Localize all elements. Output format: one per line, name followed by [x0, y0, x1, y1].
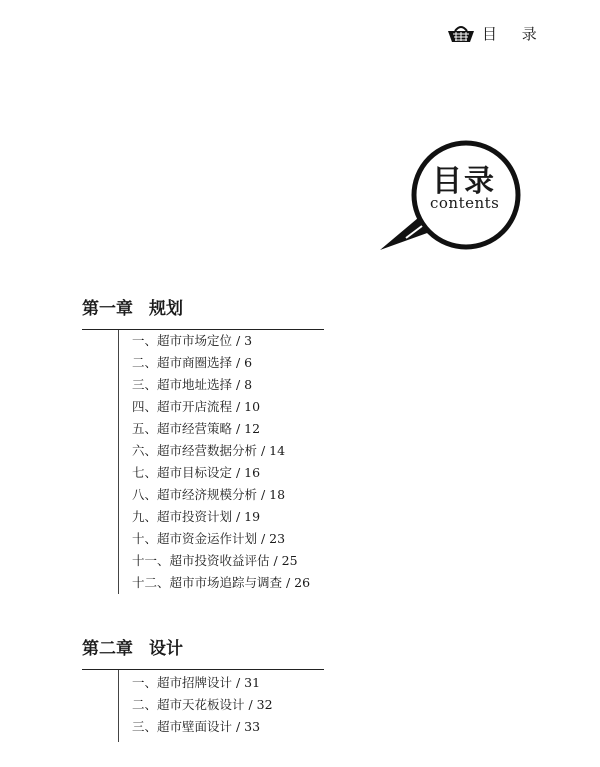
- chapter-side-line: [118, 670, 119, 742]
- chapter-number: 第二章: [82, 639, 133, 659]
- toc-list: [132, 672, 273, 738]
- toc-item[interactable]: 四、超市开店流程 / 10: [132, 399, 261, 414]
- toc-item[interactable]: 八、超市经济规模分析 / 18: [132, 487, 286, 502]
- toc-item[interactable]: 三、超市壁面设计 / 33: [132, 719, 261, 734]
- toc-item[interactable]: 十一、超市投资收益评估 / 25: [132, 553, 298, 568]
- toc-item[interactable]: 十二、超市市场追踪与调查 / 26: [132, 575, 311, 590]
- toc-item[interactable]: 十、超市资金运作计划 / 23: [132, 531, 286, 546]
- toc-item[interactable]: 六、超市经营数据分析 / 14: [132, 443, 286, 458]
- toc-item[interactable]: 一、超市招牌设计 / 31: [132, 675, 261, 690]
- chapter-title: [82, 634, 183, 659]
- page-header: [446, 22, 547, 44]
- toc-item[interactable]: 二、超市天花板设计 / 32: [132, 697, 273, 712]
- chapter-number: 第一章: [82, 299, 133, 319]
- chapter-title: [82, 294, 183, 319]
- chapter-side-line: [118, 330, 119, 594]
- chapter-name: 设计: [149, 639, 183, 659]
- toc-list: [132, 330, 310, 594]
- contents-bubble: [376, 140, 526, 260]
- header-title: 目 录: [482, 24, 547, 43]
- toc-item[interactable]: 三、超市地址选择 / 8: [132, 377, 253, 392]
- toc-item[interactable]: 九、超市投资计划 / 19: [132, 509, 261, 524]
- toc-item[interactable]: 五、超市经营策略 / 12: [132, 421, 261, 436]
- toc-item[interactable]: 二、超市商圈选择 / 6: [132, 355, 253, 370]
- basket-icon: [446, 22, 476, 44]
- bubble-subtitle: contents: [430, 194, 500, 212]
- toc-item[interactable]: 一、超市市场定位 / 3: [132, 333, 253, 348]
- bubble-title: 目录: [432, 164, 496, 199]
- chapter-name: 规划: [149, 299, 183, 319]
- toc-item[interactable]: 七、超市目标设定 / 16: [132, 465, 261, 480]
